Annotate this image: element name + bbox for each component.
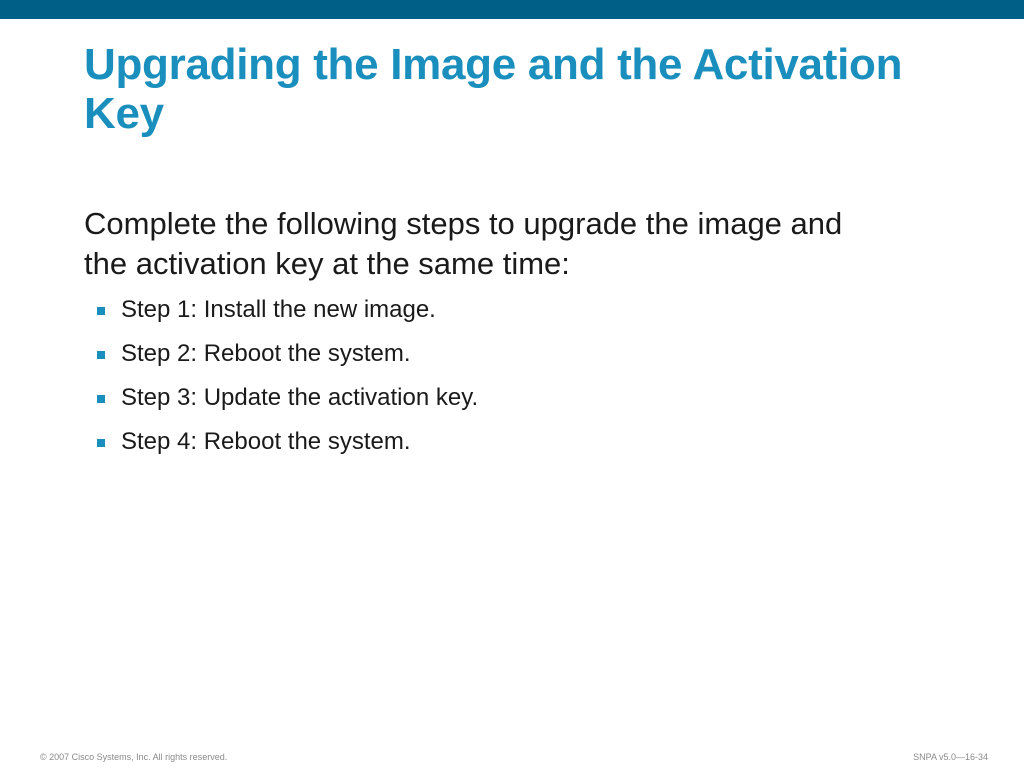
intro-line-2: the activation key at the same time:	[84, 246, 570, 281]
slide-title-line-2: Key	[84, 89, 164, 138]
step-3-text: Step 3: Update the activation key.	[121, 384, 479, 411]
square-bullet-icon	[97, 351, 105, 359]
slide-title-line-1: Upgrading the Image and the Activation	[84, 40, 903, 89]
copyright-footer: © 2007 Cisco Systems, Inc. All rights reserved.	[40, 752, 228, 762]
slide-id-footer: SNPA v5.0—16-34	[913, 752, 988, 762]
square-bullet-icon	[97, 307, 105, 315]
step-4-text: Step 4: Reboot the system.	[121, 428, 411, 455]
steps-list	[97, 292, 478, 468]
intro-paragraph	[84, 204, 984, 284]
top-banner-bar	[0, 0, 1024, 19]
square-bullet-icon	[97, 439, 105, 447]
intro-line-1: Complete the following steps to upgrade the image and	[84, 206, 843, 241]
list-item	[97, 292, 478, 336]
list-item	[97, 336, 478, 380]
slide-title	[84, 40, 984, 138]
step-1-text: Step 1: Install the new image.	[121, 296, 436, 323]
square-bullet-icon	[97, 395, 105, 403]
list-item	[97, 424, 478, 468]
step-2-text: Step 2: Reboot the system.	[121, 340, 411, 367]
list-item	[97, 380, 478, 424]
